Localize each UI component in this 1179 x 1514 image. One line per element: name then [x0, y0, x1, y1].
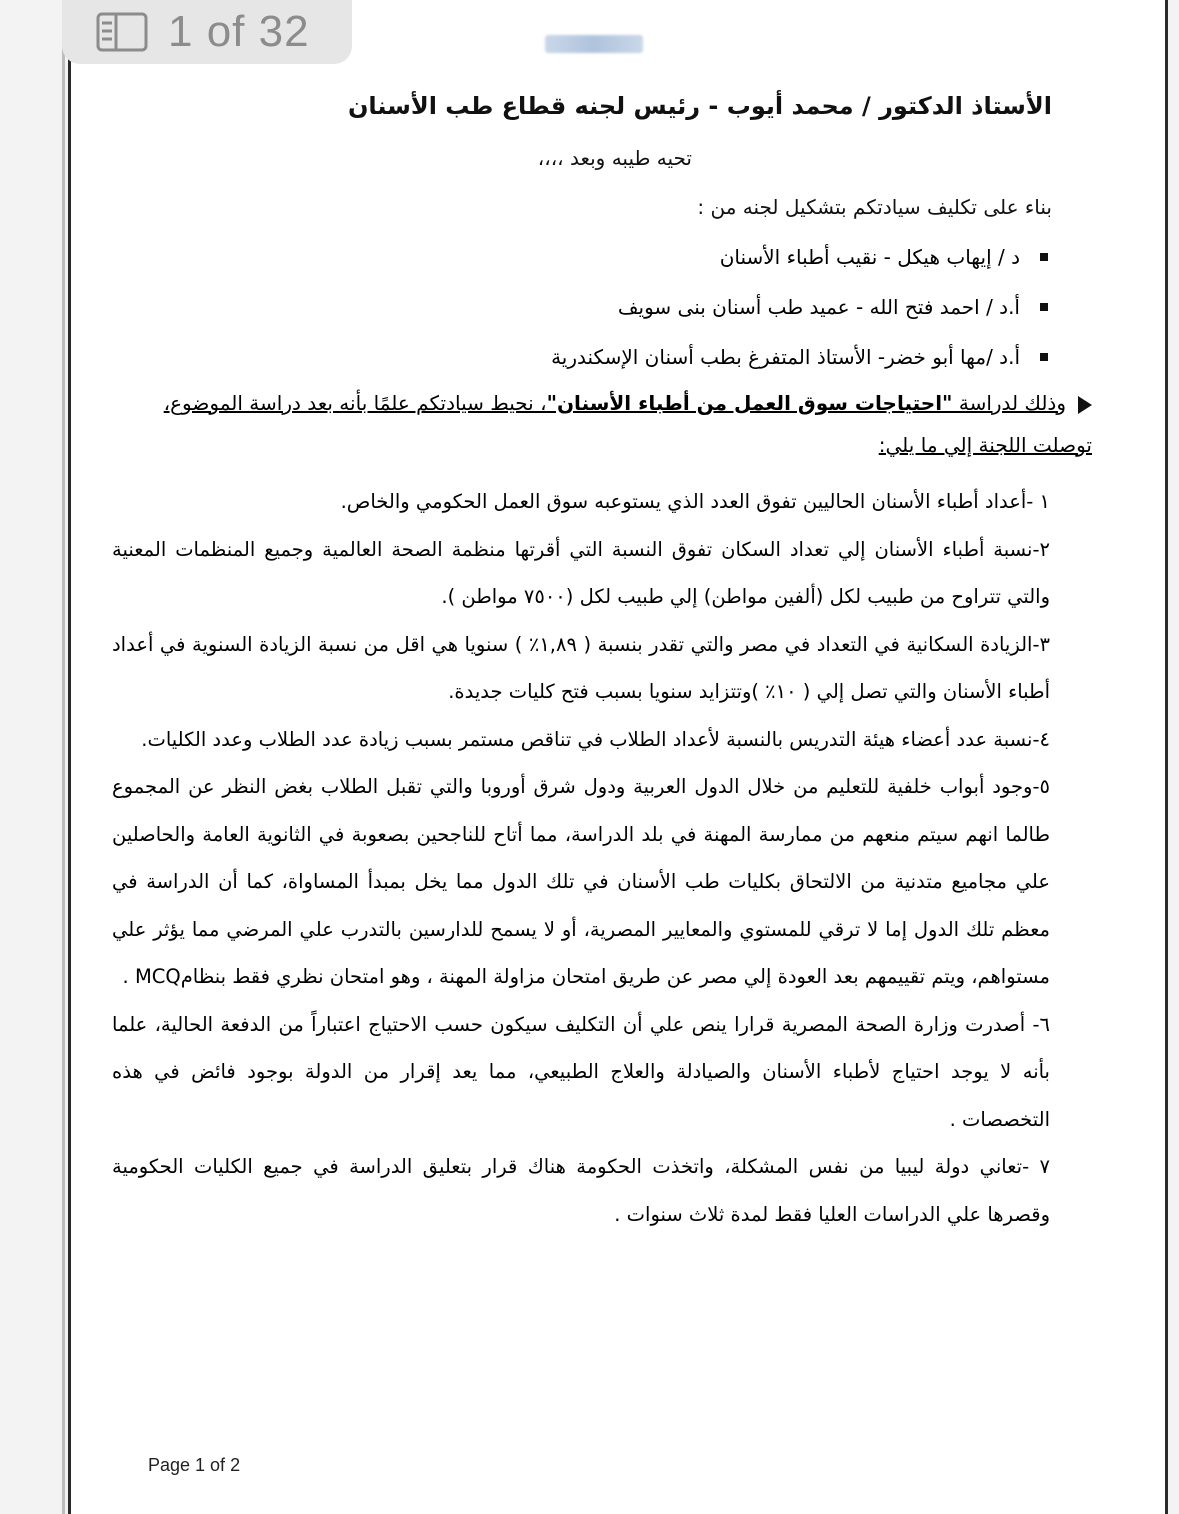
page-counter[interactable]: [62, 0, 352, 64]
finding-item: ٧ -تعاني دولة ليبيا من نفس المشكلة، واتخذت الحكومة هناك قرار بتعليق الدراسة في جميع الكليات الحكومية وقصرها علي الدراسات العليا فقط لمدة ثلاث سنوات .: [112, 1155, 1050, 1226]
greeting: تحيه طيبه وبعد ،،،،: [537, 146, 692, 170]
finding-item: ٢-نسبة أطباء الأسنان إلي تعداد السكان تفوق النسبة التي أقرتها منظمة الصحة العالمية وجميع المنظمات المعنية والتي تتراوح من طبيب لكل (ألفين مواطن) إلي طبيب لكل (٧٥٠٠ مواطن ).: [112, 537, 1050, 608]
member-text: أ.د / احمد فتح الله - عميد طب أسنان بنى سويف: [617, 295, 1020, 319]
context-prefix: وذلك لدراسة: [952, 391, 1066, 415]
book-pages-icon: [96, 12, 148, 52]
finding-item: ٤-نسبة عدد أعضاء هيئة التدريس بالنسبة لأعداد الطلاب في تناقص مستمر بسبب زيادة عدد الطلاب وعدد الكليات.: [141, 727, 1050, 751]
finding-item: ٥-وجود أبواب خلفية للتعليم من خلال الدول العربية ودول شرق أوروبا والتي تقبل الطلاب بغض النظر عن المجموع طالما انهم سيتم منعهم من ممارسة المهنة في بلد الدراسة، مما أتاح للناجحين بصعوبة في الثانوية العامة والحاصلين علي مجاميع متدنية من الالتحاق بكليات طب الأسنان في تلك الدول مما يخل بمبدأ المساواة، كما أن الدراسة في معظم تلك الدول إما لا ترقي للمستوي والمعايير المصرية، أو لا يسمح للدارسين بالتدرب علي المرضي مما يؤثر علي مستواهم، ويتم تقييمهم بعد العودة إلي مصر عن طريق امتحان مزاولة المهنة ، وهو امتحان نظري فقط بنظامMCQ .: [112, 775, 1050, 988]
letter-heading: الأستاذ الدكتور / محمد أيوب - رئيس لجنه قطاع طب الأسنان: [347, 92, 1052, 120]
context-suffix: ، نحيط سيادتكم علمًا بأنه بعد دراسة الموضوع،: [163, 391, 547, 415]
list-item: [112, 290, 1060, 340]
committee-members-list: [112, 240, 1060, 390]
findings-list: [112, 478, 1050, 1238]
finding-item: ١ -أعداد أطباء الأسنان الحاليين تفوق العدد الذي يستوعبه سوق العمل الحكومي والخاص.: [340, 490, 1050, 513]
intro-line: بناء على تكليف سيادتكم بتشكيل لجنه من :: [697, 195, 1052, 219]
blurred-stamp: [545, 35, 643, 53]
finding-item: ٣-الزيادة السكانية في التعداد في مصر والتي تقدر بنسبة ( ١,٨٩٪ ) سنويا هي اقل من نسبة الزيادة السنوية في أعداد أطباء الأسنان والتي تصل إلي ( ١٠٪ )وتتزايد سنويا بسبب فتح كليات جديدة.: [112, 632, 1050, 703]
bullet-square-icon: [1040, 253, 1048, 261]
arrow-bullet-icon: [1078, 396, 1092, 414]
list-item: [112, 240, 1060, 290]
page-counter-label: 1 of 32: [168, 7, 310, 56]
member-text: د / إيهاب هيكل - نقيب أطباء الأسنان: [719, 245, 1020, 269]
bullet-square-icon: [1040, 353, 1048, 361]
context-topic: "احتياجات سوق العمل من أطباء الأسنان": [546, 391, 953, 415]
bullet-square-icon: [1040, 303, 1048, 311]
context-paragraph: [112, 382, 1092, 466]
page-footer: Page 1 of 2: [148, 1455, 241, 1475]
page-edge: [62, 0, 65, 1514]
finding-item: ٦- أصدرت وزارة الصحة المصرية قرارا ينص علي أن التكليف سيكون حسب الاحتياج اعتباراً من الدفعة الحالية، علما بأنه لا يوجد احتياج لأطباء الأسنان والصيادلة والعلاج الطبيعي، مما يعد إقرار من الدولة بوجود فائض في هذه التخصصات .: [112, 1012, 1050, 1131]
member-text: أ.د /مها أبو خضر- الأستاذ المتفرغ بطب أسنان الإسكندرية: [551, 345, 1020, 369]
conclusion-heading: توصلت اللجنة إلي ما يلي:: [878, 433, 1092, 457]
